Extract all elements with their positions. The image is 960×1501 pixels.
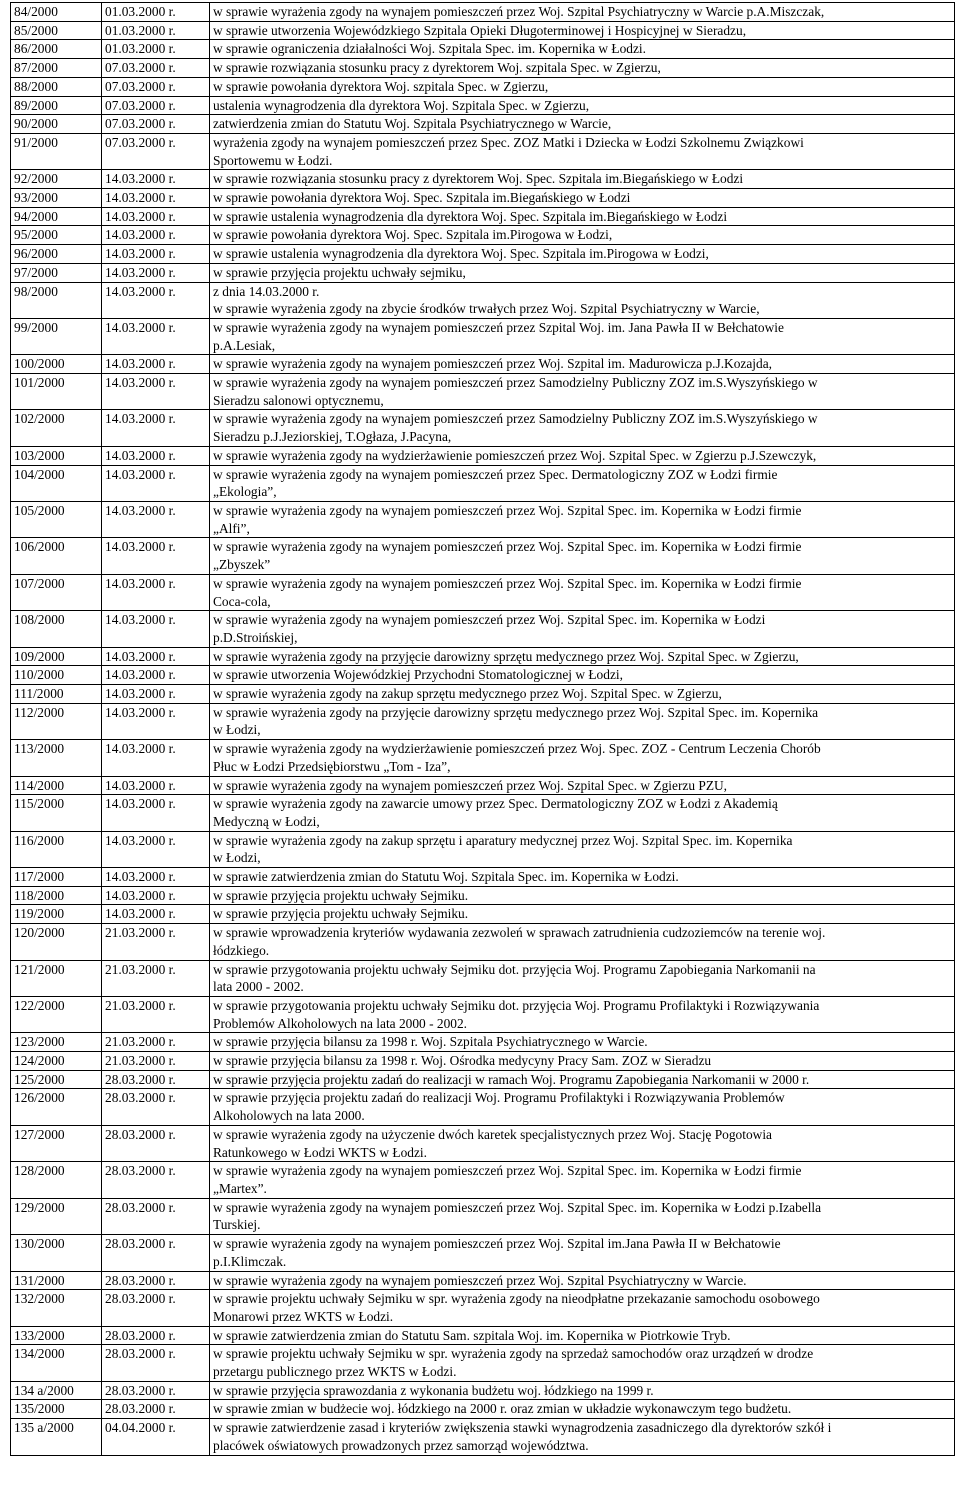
resolution-number: 127/2000 xyxy=(11,1125,102,1161)
resolution-date: 28.03.2000 r. xyxy=(102,1162,210,1198)
resolution-date: 14.03.2000 r. xyxy=(102,501,210,537)
description-line: Monarowi przez WKTS w Łodzi. xyxy=(213,1308,394,1324)
resolution-date: 14.03.2000 r. xyxy=(102,611,210,647)
table-row xyxy=(11,1198,955,1234)
resolution-date: 14.03.2000 r. xyxy=(102,410,210,446)
resolution-date: 07.03.2000 r. xyxy=(102,59,210,78)
description-line: w sprawie przyjęcia bilansu za 1998 r. Woj. Szpitala Psychiatrycznego w Warcie. xyxy=(213,1034,648,1050)
resolution-date: 14.03.2000 r. xyxy=(102,685,210,704)
description-line: Problemów Alkoholowych na lata 2000 - 2002. xyxy=(213,1015,468,1031)
description-line: w sprawie przyjęcia projektu uchwały Sejmiku. xyxy=(213,906,469,922)
resolution-number: 102/2000 xyxy=(11,410,102,446)
resolution-description xyxy=(210,226,955,245)
table-row xyxy=(11,282,955,318)
resolution-number: 125/2000 xyxy=(11,1070,102,1089)
resolution-number: 111/2000 xyxy=(11,685,102,704)
table-row xyxy=(11,831,955,867)
resolution-number: 124/2000 xyxy=(11,1052,102,1071)
table-row xyxy=(11,1290,955,1326)
description-line: w sprawie wyrażenia zgody na przyjęcie darowizny sprzętu medycznego przez Woj. Szpital Spec. im. Kopernika xyxy=(213,704,819,720)
table-row xyxy=(11,355,955,374)
description-line: w sprawie utworzenia Wojewódzkiego Szpitala Opieki Długoterminowej i Hospicyjnej w Sieradzu, xyxy=(213,22,747,38)
resolution-number: 84/2000 xyxy=(11,3,102,22)
description-line: w sprawie wyrażenia zgody na przyjęcie darowizny sprzętu medycznego przez Woj. Szpital Spec. w Zgierzu, xyxy=(213,648,799,664)
resolution-description xyxy=(210,924,955,960)
description-line: w sprawie wyrażenia zgody na wydzierżawienie pomieszczeń przez Woj. Spec. ZOZ - Centrum Leczenia Chorób xyxy=(213,741,821,757)
resolution-number: 96/2000 xyxy=(11,245,102,264)
description-line: w sprawie przygotowania projektu uchwały Sejmiku dot. przyjęcia Woj. Programu Zapobiegania Narkomanii na xyxy=(213,961,816,977)
resolution-date: 14.03.2000 r. xyxy=(102,189,210,208)
table-row xyxy=(11,574,955,610)
resolution-description xyxy=(210,1162,955,1198)
resolution-description xyxy=(210,59,955,78)
resolution-number: 93/2000 xyxy=(11,189,102,208)
resolution-description xyxy=(210,611,955,647)
description-line: w sprawie wyrażenia zgody na wynajem pomieszczeń przez Woj. Szpital Spec. im. Kopernika w Łodzi p.Izabella xyxy=(213,1199,822,1215)
resolution-description xyxy=(210,795,955,831)
resolution-number: 87/2000 xyxy=(11,59,102,78)
resolution-date: 28.03.2000 r. xyxy=(102,1198,210,1234)
table-row xyxy=(11,77,955,96)
description-line: „Zbyszek” xyxy=(213,557,271,573)
resolution-description xyxy=(210,886,955,905)
description-line: p.I.Klimczak. xyxy=(213,1253,287,1269)
resolution-description xyxy=(210,1052,955,1071)
description-line: w sprawie wyrażenia zgody na zakup sprzętu medycznego przez Woj. Szpital Spec. w Zgierzu, xyxy=(213,686,722,702)
description-line: w sprawie wyrażenia zgody na zawarcie umowy przez Spec. Dermatologiczny ZOZ w Łodzi z Akademią xyxy=(213,796,778,812)
resolution-description xyxy=(210,868,955,887)
resolution-description xyxy=(210,410,955,446)
resolution-description xyxy=(210,282,955,318)
description-line: w sprawie wyrażenia zgody na wynajem pomieszczeń przez Woj. Szpital Spec. im. Kopernika w Łodzi firmie xyxy=(213,1163,802,1179)
resolution-description xyxy=(210,245,955,264)
description-line: w sprawie wyrażenia zgody na wynajem pomieszczeń przez Woj. Szpital Psychiatryczny w Warcie. xyxy=(213,1272,747,1288)
resolution-date: 07.03.2000 r. xyxy=(102,77,210,96)
resolution-description xyxy=(210,960,955,996)
resolution-number: 101/2000 xyxy=(11,374,102,410)
resolution-description xyxy=(210,1235,955,1271)
resolution-number: 126/2000 xyxy=(11,1089,102,1125)
resolution-date: 14.03.2000 r. xyxy=(102,776,210,795)
description-line: w sprawie wyrażenia zgody na wynajem pomieszczeń przez Woj. Szpital Spec. im. Kopernika w Łodzi firmie xyxy=(213,502,802,518)
resolution-description xyxy=(210,21,955,40)
description-line: w sprawie wyrażenia zgody na wynajem pomieszczeń przez Woj. Szpital im.Jana Pawła II w Bełchatowie xyxy=(213,1236,781,1252)
description-line: w sprawie wyrażenia zgody na wynajem pomieszczeń przez Woj. Szpital Spec. w Zgierzu PZU, xyxy=(213,777,728,793)
table-row xyxy=(11,611,955,647)
resolution-number: 117/2000 xyxy=(11,868,102,887)
table-row xyxy=(11,868,955,887)
table-row xyxy=(11,996,955,1032)
resolution-number: 116/2000 xyxy=(11,831,102,867)
resolution-date: 14.03.2000 r. xyxy=(102,905,210,924)
table-row xyxy=(11,960,955,996)
resolution-number: 133/2000 xyxy=(11,1326,102,1345)
description-line: w sprawie wyrażenia zgody na wynajem pomieszczeń przez Woj. Szpital Spec. im. Kopernika w Łodzi xyxy=(213,612,766,628)
description-line: łódzkiego. xyxy=(213,942,270,958)
table-row xyxy=(11,924,955,960)
resolution-number: 112/2000 xyxy=(11,703,102,739)
description-line: Coca-cola, xyxy=(213,593,271,609)
table-row xyxy=(11,3,955,22)
description-line: zatwierdzenia zmian do Statutu Woj. Szpitala Psychiatrycznego w Warcie, xyxy=(213,116,612,132)
description-line: w sprawie projektu uchwały Sejmiku w spr. wyrażenia zgody na sprzedaż samochodów oraz urządzeń w drodze xyxy=(213,1346,814,1362)
description-line: p.D.Stroińskiej, xyxy=(213,629,298,645)
resolution-date: 14.03.2000 r. xyxy=(102,868,210,887)
table-row xyxy=(11,59,955,78)
resolution-date: 14.03.2000 r. xyxy=(102,538,210,574)
resolution-number: 99/2000 xyxy=(11,318,102,354)
resolution-number: 114/2000 xyxy=(11,776,102,795)
resolution-number: 104/2000 xyxy=(11,465,102,501)
description-line: w sprawie przyjęcia projektu zadań do realizacji w ramach Woj. Programu Zapobiegania Narkomanii w 2000 r. xyxy=(213,1071,810,1087)
description-line: wyrażenia zgody na wynajem pomieszczeń przez Spec. ZOZ Matki i Dziecka w Łodzi Szkolnemu Związkowi xyxy=(213,134,804,150)
resolution-description xyxy=(210,3,955,22)
description-line: w sprawie powołania dyrektora Woj. Spec. Szpitala im.Pirogowa w Łodzi, xyxy=(213,227,613,243)
description-line: Sieradzu salonowi optycznemu, xyxy=(213,392,384,408)
resolution-description xyxy=(210,831,955,867)
resolution-description xyxy=(210,1419,955,1455)
description-line: w sprawie zatwierdzenia zmian do Statutu Woj. Szpitala Spec. im. Kopernika w Łodzi. xyxy=(213,869,679,885)
table-row xyxy=(11,207,955,226)
table-row xyxy=(11,905,955,924)
resolution-number: 103/2000 xyxy=(11,446,102,465)
table-row xyxy=(11,21,955,40)
resolution-description xyxy=(210,647,955,666)
description-line: w sprawie wyrażenia zgody na użyczenie dwóch karetek specjalistycznych przez Woj. Stację Pogotowia xyxy=(213,1126,772,1142)
resolution-number: 100/2000 xyxy=(11,355,102,374)
table-row xyxy=(11,189,955,208)
table-row xyxy=(11,410,955,446)
table-row xyxy=(11,886,955,905)
resolution-number: 94/2000 xyxy=(11,207,102,226)
resolution-number: 98/2000 xyxy=(11,282,102,318)
description-line: Płuc w Łodzi Przedsiębiorstwu „Tom - Iza”, xyxy=(213,758,451,774)
resolution-number: 105/2000 xyxy=(11,501,102,537)
table-row xyxy=(11,374,955,410)
description-line: w sprawie wyrażenia zgody na wynajem pomieszczeń przez Woj. Szpital Spec. im. Kopernika w Łodzi firmie xyxy=(213,539,802,555)
description-line: w sprawie zatwierdzenia zmian do Statutu Sam. szpitala Woj. im. Kopernika w Piotrkowie Tryb. xyxy=(213,1327,731,1343)
resolution-number: 119/2000 xyxy=(11,905,102,924)
description-line: w sprawie przyjęcia sprawozdania z wykonania budżetu woj. łódzkiego na 1999 r. xyxy=(213,1382,654,1398)
resolution-date: 14.03.2000 r. xyxy=(102,263,210,282)
resolution-number: 108/2000 xyxy=(11,611,102,647)
resolution-description xyxy=(210,263,955,282)
table-row xyxy=(11,666,955,685)
description-line: „Alfi”, xyxy=(213,520,250,536)
resolution-date: 14.03.2000 r. xyxy=(102,226,210,245)
resolution-date: 07.03.2000 r. xyxy=(102,133,210,169)
resolution-description xyxy=(210,1125,955,1161)
description-line: w sprawie wyrażenia zgody na wynajem pomieszczeń przez Woj. Szpital Spec. im. Kopernika w Łodzi firmie xyxy=(213,575,802,591)
table-row xyxy=(11,96,955,115)
description-line: w sprawie wyrażenia zgody na wynajem pomieszczeń przez Spec. Dermatologiczny ZOZ w Łodzi firmie xyxy=(213,466,778,482)
table-row xyxy=(11,740,955,776)
resolution-date: 14.03.2000 r. xyxy=(102,446,210,465)
description-line: w sprawie wyrażenia zgody na wynajem pomieszczeń przez Samodzielny Publiczny ZOZ im.S.Wyszyńskiego w xyxy=(213,411,818,427)
description-line: lata 2000 - 2002. xyxy=(213,979,304,995)
resolution-description xyxy=(210,685,955,704)
table-row xyxy=(11,1271,955,1290)
resolution-date: 21.03.2000 r. xyxy=(102,1033,210,1052)
resolution-date: 01.03.2000 r. xyxy=(102,21,210,40)
description-line: „Ekologia”, xyxy=(213,484,277,500)
description-line: w sprawie wyrażenia zgody na wynajem pomieszczeń przez Samodzielny Publiczny ZOZ im.S.Wyszyńskiego w xyxy=(213,375,818,391)
resolution-date: 14.03.2000 r. xyxy=(102,465,210,501)
resolution-description xyxy=(210,905,955,924)
description-line: w Łodzi, xyxy=(213,850,261,866)
resolution-number: 110/2000 xyxy=(11,666,102,685)
resolution-date: 14.03.2000 r. xyxy=(102,355,210,374)
resolution-description xyxy=(210,666,955,685)
resolution-description xyxy=(210,189,955,208)
resolution-date: 14.03.2000 r. xyxy=(102,666,210,685)
resolutions-document xyxy=(10,2,954,1456)
resolution-date: 14.03.2000 r. xyxy=(102,703,210,739)
description-line: w sprawie wyrażenia zgody na zakup sprzętu i aparatury medycznej przez Woj. Szpital Spec. im. Kopernika xyxy=(213,832,793,848)
resolution-date: 28.03.2000 r. xyxy=(102,1381,210,1400)
resolution-description xyxy=(210,374,955,410)
table-row xyxy=(11,647,955,666)
resolution-number: 86/2000 xyxy=(11,40,102,59)
resolution-date: 07.03.2000 r. xyxy=(102,115,210,134)
resolution-date: 28.03.2000 r. xyxy=(102,1089,210,1125)
resolution-date: 21.03.2000 r. xyxy=(102,996,210,1032)
resolution-description xyxy=(210,1271,955,1290)
resolution-date: 14.03.2000 r. xyxy=(102,207,210,226)
resolution-description xyxy=(210,96,955,115)
resolution-description xyxy=(210,740,955,776)
resolution-description xyxy=(210,170,955,189)
resolution-date: 21.03.2000 r. xyxy=(102,960,210,996)
table-row xyxy=(11,1125,955,1161)
resolution-date: 14.03.2000 r. xyxy=(102,318,210,354)
description-line: p.A.Lesiak, xyxy=(213,337,276,353)
resolution-number: 97/2000 xyxy=(11,263,102,282)
resolution-date: 14.03.2000 r. xyxy=(102,574,210,610)
resolution-description xyxy=(210,77,955,96)
description-line: w sprawie zatwierdzenie zasad i kryteriów zwiększenia stawki wynagrodzenia zasadniczego dla dyrektorów szkół i xyxy=(213,1420,832,1436)
table-row xyxy=(11,133,955,169)
resolution-number: 89/2000 xyxy=(11,96,102,115)
resolution-description xyxy=(210,1290,955,1326)
resolution-description xyxy=(210,501,955,537)
resolution-number: 129/2000 xyxy=(11,1198,102,1234)
table-row xyxy=(11,263,955,282)
description-line: w sprawie rozwiązania stosunku pracy z dyrektorem Woj. szpitala Spec. w Zgierzu, xyxy=(213,60,661,76)
resolution-description xyxy=(210,538,955,574)
description-line: Medyczną w Łodzi, xyxy=(213,813,320,829)
description-line: placówek oświatowych prowadzonych przez samorząd województwa. xyxy=(213,1437,589,1453)
description-line: w sprawie powołania dyrektora Woj. Spec. Szpitala im.Biegańskiego w Łodzi xyxy=(213,190,631,206)
table-row xyxy=(11,226,955,245)
resolution-description xyxy=(210,1345,955,1381)
description-line: w sprawie powołania dyrektora Woj. szpitala Spec. w Zgierzu, xyxy=(213,78,549,94)
resolution-number: 113/2000 xyxy=(11,740,102,776)
table-row xyxy=(11,1089,955,1125)
resolution-number: 131/2000 xyxy=(11,1271,102,1290)
resolution-date: 28.03.2000 r. xyxy=(102,1271,210,1290)
resolution-number: 85/2000 xyxy=(11,21,102,40)
resolution-description xyxy=(210,1381,955,1400)
resolution-number: 90/2000 xyxy=(11,115,102,134)
resolution-number: 135 a/2000 xyxy=(11,1419,102,1455)
description-line: „Martex”. xyxy=(213,1181,267,1196)
resolution-number: 135/2000 xyxy=(11,1400,102,1419)
resolution-description xyxy=(210,133,955,169)
resolution-description xyxy=(210,1033,955,1052)
resolution-description xyxy=(210,446,955,465)
table-row xyxy=(11,1052,955,1071)
resolution-number: 121/2000 xyxy=(11,960,102,996)
table-row xyxy=(11,465,955,501)
description-line: w sprawie przyjęcia projektu zadań do realizacji Woj. Programu Profilaktyki i Rozwiązywania Problemów xyxy=(213,1090,785,1106)
description-line: z dnia 14.03.2000 r. xyxy=(213,283,320,299)
resolution-date: 21.03.2000 r. xyxy=(102,1052,210,1071)
resolution-date: 28.03.2000 r. xyxy=(102,1290,210,1326)
resolution-description xyxy=(210,996,955,1032)
resolution-number: 118/2000 xyxy=(11,886,102,905)
description-line: w sprawie przyjęcia bilansu za 1998 r. Woj. Ośrodka medycyny Pracy Sam. ZOZ w Sieradzu xyxy=(213,1053,712,1069)
resolution-date: 14.03.2000 r. xyxy=(102,740,210,776)
description-line: w sprawie ograniczenia działalności Woj. Szpitala Spec. im. Kopernika w Łodzi. xyxy=(213,41,646,57)
description-line: w sprawie wprowadzenia kryteriów wydawania zezwoleń w sprawach zatrudnienia cudzoziemców na terenie woj. xyxy=(213,925,826,941)
description-line: w sprawie wyrażenia zgody na wynajem pomieszczeń przez Woj. Szpital Psychiatryczny w Warcie p.A.Miszczak, xyxy=(213,4,825,19)
table-row xyxy=(11,1381,955,1400)
resolution-number: 123/2000 xyxy=(11,1033,102,1052)
resolution-number: 134/2000 xyxy=(11,1345,102,1381)
table-row xyxy=(11,1033,955,1052)
resolution-description xyxy=(210,703,955,739)
description-line: przetargu publicznego przez WKTS w Łodzi. xyxy=(213,1364,457,1380)
description-line: ustalenia wynagrodzenia dla dyrektora Woj. Szpitala Spec. w Zgierzu, xyxy=(213,97,590,113)
table-row xyxy=(11,40,955,59)
resolution-date: 28.03.2000 r. xyxy=(102,1400,210,1419)
resolution-date: 14.03.2000 r. xyxy=(102,282,210,318)
table-row xyxy=(11,776,955,795)
table-row xyxy=(11,245,955,264)
table-row xyxy=(11,685,955,704)
table-row xyxy=(11,170,955,189)
description-line: w sprawie przyjęcia projektu uchwały Sejmiku. xyxy=(213,887,469,903)
resolution-number: 107/2000 xyxy=(11,574,102,610)
description-line: w sprawie wyrażenia zgody na wydzierżawienie pomieszczeń przez Woj. Szpital Spec. w Zgierzu p.J.Szewczyk, xyxy=(213,447,817,463)
resolution-date: 01.03.2000 r. xyxy=(102,40,210,59)
resolution-description xyxy=(210,1070,955,1089)
resolution-number: 106/2000 xyxy=(11,538,102,574)
table-row xyxy=(11,318,955,354)
resolution-description xyxy=(210,465,955,501)
resolution-description xyxy=(210,115,955,134)
resolution-number: 130/2000 xyxy=(11,1235,102,1271)
table-row xyxy=(11,1235,955,1271)
resolution-date: 07.03.2000 r. xyxy=(102,96,210,115)
resolution-number: 128/2000 xyxy=(11,1162,102,1198)
description-line: w sprawie wyrażenia zgody na wynajem pomieszczeń przez Szpital Woj. im. Jana Pawła II w Bełchatowie xyxy=(213,319,784,335)
resolution-description xyxy=(210,1089,955,1125)
resolution-number: 122/2000 xyxy=(11,996,102,1032)
description-line: w sprawie ustalenia wynagrodzenia dla dyrektora Woj. Spec. Szpitala im.Pirogowa w Łodzi, xyxy=(213,246,709,262)
resolution-number: 92/2000 xyxy=(11,170,102,189)
resolution-number: 120/2000 xyxy=(11,924,102,960)
description-line: w sprawie projektu uchwały Sejmiku w spr. wyrażenia zgody na nieodpłatne przekazanie samochodu osobowego xyxy=(213,1291,820,1307)
resolution-number: 109/2000 xyxy=(11,647,102,666)
resolution-description xyxy=(210,318,955,354)
resolution-date: 21.03.2000 r. xyxy=(102,924,210,960)
resolution-date: 04.04.2000 r. xyxy=(102,1419,210,1455)
table-row xyxy=(11,446,955,465)
resolutions-table xyxy=(10,2,955,1456)
resolution-date: 14.03.2000 r. xyxy=(102,886,210,905)
description-line: Sieradzu p.J.Jeziorskiej, T.Ogłaza, J.Pacyna, xyxy=(213,429,452,445)
description-line: w sprawie przyjęcia projektu uchwały sejmiku, xyxy=(213,264,466,280)
table-row xyxy=(11,538,955,574)
table-row xyxy=(11,1326,955,1345)
resolution-date: 28.03.2000 r. xyxy=(102,1235,210,1271)
table-row xyxy=(11,1419,955,1455)
table-row xyxy=(11,1162,955,1198)
description-line: w sprawie ustalenia wynagrodzenia dla dyrektora Woj. Spec. Szpitala im.Biegańskiego w Łodzi xyxy=(213,208,728,224)
resolution-description xyxy=(210,207,955,226)
table-row xyxy=(11,501,955,537)
resolution-number: 115/2000 xyxy=(11,795,102,831)
resolution-date: 14.03.2000 r. xyxy=(102,831,210,867)
resolution-date: 28.03.2000 r. xyxy=(102,1125,210,1161)
resolution-number: 132/2000 xyxy=(11,1290,102,1326)
description-line: w Łodzi, xyxy=(213,722,261,738)
resolution-number: 95/2000 xyxy=(11,226,102,245)
description-line: w sprawie wyrażenia zgody na zbycie środków trwałych przez Woj. Szpital Psychiatryczny w Warcie, xyxy=(213,301,760,317)
description-line: Sportowemu w Łodzi. xyxy=(213,152,333,168)
resolution-description xyxy=(210,1400,955,1419)
description-line: w sprawie utworzenia Wojewódzkiej Przychodni Stomatologicznej w Łodzi, xyxy=(213,667,623,683)
description-line: w sprawie rozwiązania stosunku pracy z dyrektorem Woj. Spec. Szpitala im.Biegańskiego w Łodzi xyxy=(213,171,744,187)
table-row xyxy=(11,1400,955,1419)
resolution-date: 14.03.2000 r. xyxy=(102,245,210,264)
resolution-description xyxy=(210,1326,955,1345)
resolution-date: 14.03.2000 r. xyxy=(102,374,210,410)
table-row xyxy=(11,1345,955,1381)
table-row xyxy=(11,795,955,831)
resolution-date: 14.03.2000 r. xyxy=(102,170,210,189)
resolution-date: 14.03.2000 r. xyxy=(102,647,210,666)
table-row xyxy=(11,115,955,134)
resolution-date: 28.03.2000 r. xyxy=(102,1070,210,1089)
resolution-date: 01.03.2000 r. xyxy=(102,3,210,22)
resolution-number: 91/2000 xyxy=(11,133,102,169)
resolution-description xyxy=(210,776,955,795)
resolution-description xyxy=(210,40,955,59)
resolution-number: 134 a/2000 xyxy=(11,1381,102,1400)
description-line: w sprawie wyrażenia zgody na wynajem pomieszczeń przez Woj. Szpital im. Madurowicza p.J.Kozajda, xyxy=(213,356,773,372)
resolution-date: 28.03.2000 r. xyxy=(102,1345,210,1381)
description-line: Ratunkowego w Łodzi WKTS w Łodzi. xyxy=(213,1144,427,1160)
resolutions-table-body xyxy=(11,3,955,1456)
table-row xyxy=(11,703,955,739)
resolution-description xyxy=(210,355,955,374)
resolution-date: 28.03.2000 r. xyxy=(102,1326,210,1345)
table-row xyxy=(11,1070,955,1089)
description-line: w sprawie zmian w budżecie woj. łódzkiego na 2000 r. oraz zmian w układzie wykonawczym tego budżetu. xyxy=(213,1401,792,1417)
resolution-date: 14.03.2000 r. xyxy=(102,795,210,831)
resolution-number: 88/2000 xyxy=(11,77,102,96)
description-line: Turskiej. xyxy=(213,1217,261,1233)
description-line: Alkoholowych na lata 2000. xyxy=(213,1108,365,1124)
resolution-description xyxy=(210,1198,955,1234)
description-line: w sprawie przygotowania projektu uchwały Sejmiku dot. przyjęcia Woj. Programu Profilaktyki i Rozwiązywania xyxy=(213,997,820,1013)
resolution-description xyxy=(210,574,955,610)
